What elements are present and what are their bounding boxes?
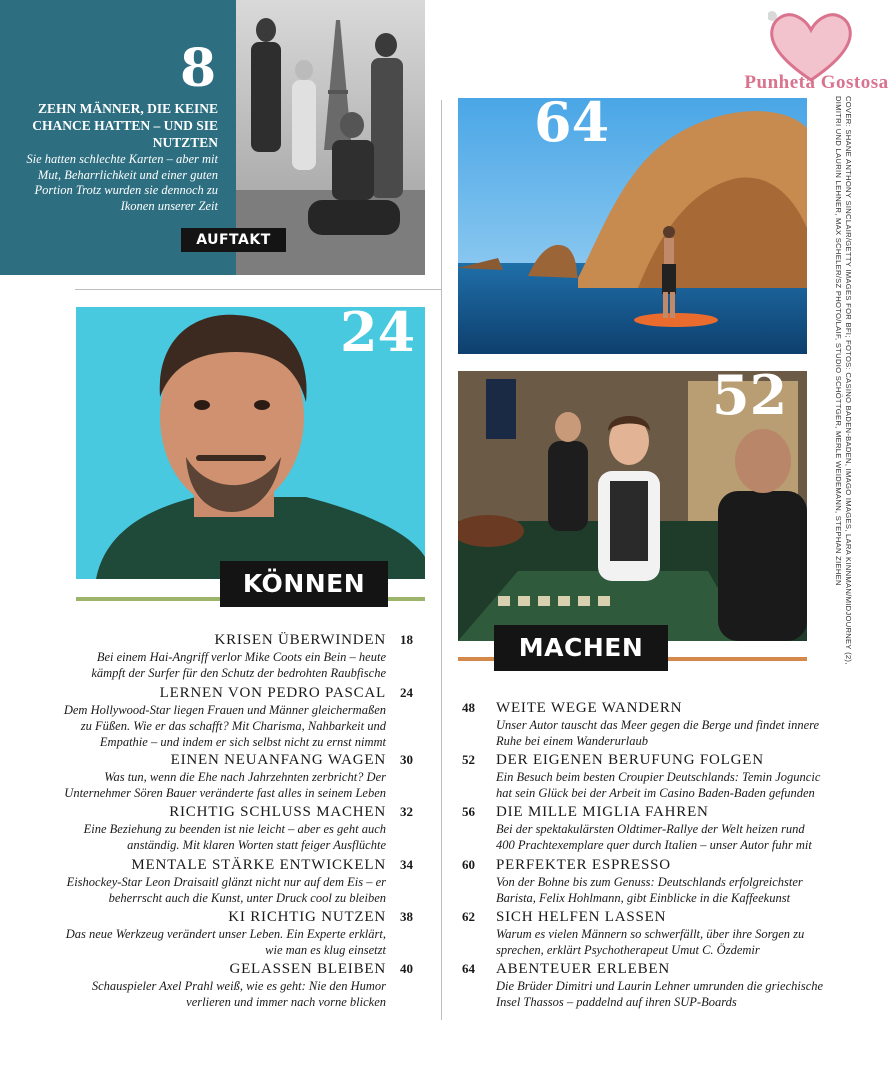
toc-entry-title: KRISEN ÜBERWINDEN [214, 632, 386, 648]
toc-entry[interactable] [496, 699, 826, 749]
toc-entry-desc: Bei der spektakulärsten Oldtimer-Rallye der Welt heizen rund 400 Prachtexemplare quer durch Italien – unser Autor fuhr mit [496, 822, 812, 852]
toc-page-number: 56 [462, 804, 475, 819]
section-label-auftakt: AUFTAKT [181, 228, 286, 252]
toc-entry-desc: Bei einem Hai-Angriff verlor Mike Coots ein Bein – heute kämpft der Surfer für den Schutz der bedrohten Raubfische [91, 650, 386, 680]
divider-horizontal [75, 289, 441, 290]
toc-page-number: 34 [400, 857, 413, 872]
toc-entry-title: GELASSEN BLEIBEN [229, 961, 386, 977]
toc-page-number: 52 [462, 752, 475, 767]
toc-entry-desc: Warum es vielen Männern so schwerfällt, über ihre Sorgen zu sprechen, erklärt Psychotherapeut Umut C. Özdemir [496, 927, 805, 957]
feature-subtitle: Sie hatten schlechte Karten – aber mit Mut, Beharrlichkeit und einer guten Portion Trotz wurden sie dennoch zu Ikonen unserer Zeit [26, 152, 218, 213]
toc-entry-title: RICHTIG SCHLUSS MACHEN [169, 804, 386, 820]
toc-page-number: 48 [462, 700, 475, 715]
credits-line-2: DIMITRI UND LAURIN LEHNER, MAX SCHELER/SZ PHOTO/LAIF, STUDIO SCHÖTTGER, MERLE WEIDEMANN, STEPHAN ZIEHEN [834, 96, 843, 586]
feature-page-number: 8 [180, 38, 217, 99]
toc-entry-desc: Unser Autor tauscht das Meer gegen die Berge und findet innere Ruhe bei einem Wanderurlaub [496, 718, 820, 748]
toc-entry-title: EINEN NEUANFANG WAGEN [170, 752, 386, 768]
toc-page-number: 62 [462, 909, 475, 924]
toc-page-number: 24 [400, 685, 413, 700]
toc-entry-title: SICH HELFEN LASSEN [496, 909, 667, 925]
credits-line-1: COVER: SHANE ANTHONY SINCLAIR/GETTY IMAGES FOR BFI; FOTOS: CASINO BADEN-BADEN, IMAGO IMAGES, LARA KINNMAN/MIDJOURNEY (2), [844, 96, 853, 665]
feature-title[interactable]: ZEHN MÄNNER, DIE KEINE CHANCE HATTEN – UND SIE NUTZTEN [32, 101, 218, 150]
toc-entry-title: WEITE WEGE WANDERN [496, 700, 683, 716]
casino-page-number: 52 [712, 363, 788, 427]
toc-entry[interactable] [60, 960, 386, 1010]
toc-entry-desc: Schauspieler Axel Prahl weiß, wie es geht: Nie den Humor verlieren und immer nach vorne blicken [91, 979, 386, 1009]
toc-entry-title: MENTALE STÄRKE ENTWICKELN [131, 857, 386, 873]
toc-page-number: 40 [400, 961, 413, 976]
toc-entry[interactable] [60, 751, 386, 801]
toc-entry-desc: Das neue Werkzeug verändert unser Leben. Ein Experte erklärt, wie man es klug einsetzt [65, 927, 386, 957]
toc-entry[interactable] [496, 960, 826, 1010]
toc-entry[interactable] [496, 856, 826, 906]
toc-entry[interactable] [60, 684, 386, 750]
sup-photo [458, 98, 807, 354]
toc-entry-desc: Die Brüder Dimitri und Laurin Lehner umrunden die griechische Insel Thassos – paddelnd auf ihren SUP-Boards [496, 979, 824, 1009]
toc-entry-title: PERFEKTER ESPRESSO [496, 857, 671, 873]
toc-entry-desc: Eine Beziehung zu beenden ist nie leicht – aber es geht auch anständig. Mit klaren Worten statt feiger Ausflüchte [83, 822, 386, 852]
toc-page-number: 30 [400, 752, 413, 767]
toc-entry[interactable] [60, 856, 386, 906]
toc-page-number: 32 [400, 804, 413, 819]
toc-entry-title: DER EIGENEN BERUFUNG FOLGEN [496, 752, 764, 768]
photo-credits [816, 96, 856, 665]
toc-entry-desc: Ein Besuch beim besten Croupier Deutschlands: Temin Joguncic hat sein Glück bei der Arbeit im Casino Baden-Baden gefunden [496, 770, 821, 800]
pascal-page-number: 24 [340, 300, 416, 364]
toc-entry-desc: Dem Hollywood-Star liegen Frauen und Männer gleichermaßen zu Füßen. Wie er das schafft? Mit Charisma, Nahbarkeit und Empathie – und indem er sich selbst nicht zu ernst nimmt [63, 703, 386, 749]
toc-entry[interactable] [496, 908, 826, 958]
sup-page-number: 64 [534, 90, 610, 154]
toc-entry[interactable] [60, 908, 386, 958]
toc-page-number: 38 [400, 909, 413, 924]
coast-image [458, 98, 807, 354]
toc-entry[interactable] [60, 803, 386, 853]
section-label-machen: MACHEN [494, 625, 668, 671]
toc-entry-title: DIE MILLE MIGLIA FAHREN [496, 804, 709, 820]
toc-page-number: 64 [462, 961, 475, 976]
toc-entry[interactable] [496, 803, 826, 853]
watermark-text: Punheta Gostosa [744, 72, 889, 93]
toc-entry-title: LERNEN VON PEDRO PASCAL [159, 685, 386, 701]
divider-vertical [441, 100, 442, 1020]
toc-entry-desc: Eishockey-Star Leon Draisaitl glänzt nicht nur auf dem Eis – er beherrscht auch die Kunst, unter Druck cool zu bleiben [66, 875, 386, 905]
toc-entry-desc: Was tun, wenn die Ehe nach Jahrzehnten zerbricht? Der Unternehmer Sören Bauer veränderte fast alles in seinem Leben [64, 770, 386, 800]
toc-entry[interactable] [60, 631, 386, 681]
toc-entry-title: KI RICHTIG NUTZEN [228, 909, 386, 925]
toc-page-number: 60 [462, 857, 475, 872]
toc-entry-title: ABENTEUER ERLEBEN [496, 961, 671, 977]
toc-entry-desc: Von der Bohne bis zum Genuss: Deutschlands erfolgreichster Barista, Felix Hohlmann, gibt Einblicke in die Kaffeekunst [496, 875, 803, 905]
section-label-koennen: KÖNNEN [220, 561, 388, 607]
toc-page-number: 18 [400, 632, 413, 647]
toc-entry[interactable] [496, 751, 826, 801]
